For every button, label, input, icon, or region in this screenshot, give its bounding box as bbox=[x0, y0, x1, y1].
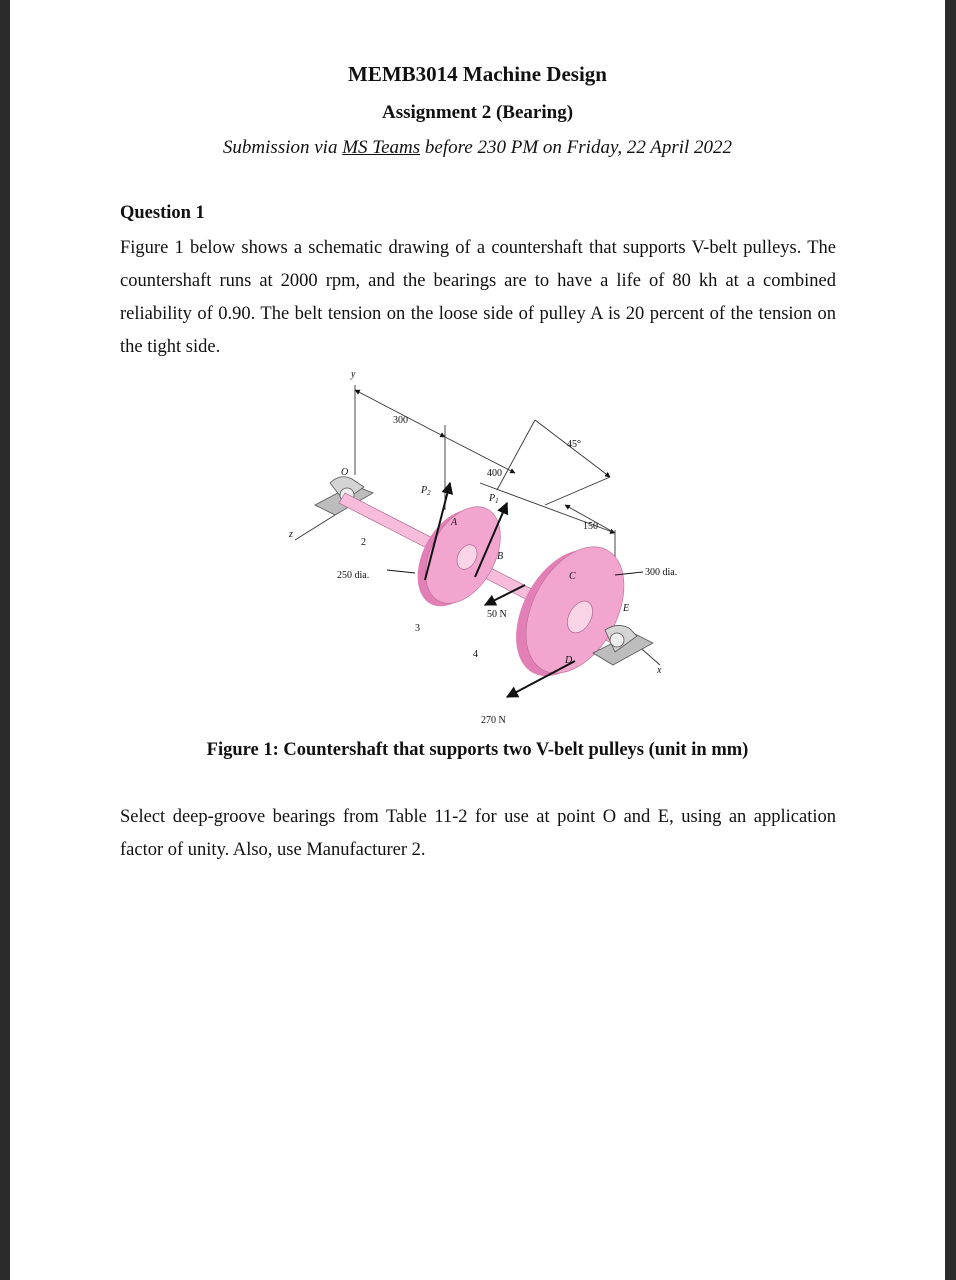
label-4: 4 bbox=[473, 649, 478, 660]
label-angle-45: 45° bbox=[567, 439, 581, 450]
label-p1-sub: 1 bbox=[495, 497, 499, 505]
label-p1 bbox=[488, 493, 499, 505]
ms-teams-link[interactable]: MS Teams bbox=[342, 137, 421, 158]
label-b: B bbox=[497, 551, 504, 562]
label-p1-main: P bbox=[489, 493, 496, 504]
label-300-dia: 300 dia. bbox=[645, 567, 678, 578]
label-p2 bbox=[420, 485, 431, 497]
label-p2-sub: 2 bbox=[427, 489, 431, 497]
submission-prefix: Submission via bbox=[222, 137, 343, 158]
question-paragraph-1: Figure 1 below shows a schematic drawing of a countershaft that supports V-belt pulleys. The countershaft runs at 2000 rpm, and the bearings are to have a life of 80 kh at a combined reliability of 0.90. The belt tension on the loose side of pulley A is 20 percent of the tension on the tight side. bbox=[120, 238, 836, 357]
label-270n: 270 N bbox=[481, 715, 506, 726]
label-d: D bbox=[565, 655, 573, 666]
assignment-subtitle: Assignment 2 (Bearing) bbox=[381, 102, 574, 123]
submission-note bbox=[10, 137, 945, 159]
label-z: z bbox=[289, 529, 293, 540]
label-2: 2 bbox=[361, 537, 366, 548]
label-e: E bbox=[623, 603, 630, 614]
submission-suffix: before 230 PM on Friday, 22 April 2022 bbox=[420, 137, 733, 158]
label-dim-150: 150 bbox=[583, 521, 598, 532]
label-3: 3 bbox=[415, 623, 420, 634]
label-dim-400: 400 bbox=[487, 468, 502, 479]
page-title: MEMB3014 Machine Design bbox=[348, 62, 607, 86]
label-c: C bbox=[569, 571, 576, 582]
label-dim-300: 300 bbox=[393, 415, 408, 426]
label-o: O bbox=[341, 467, 349, 478]
label-250-dia: 250 dia. bbox=[337, 570, 370, 581]
figure-caption: Figure 1: Countershaft that supports two V-belt pulleys (unit in mm) bbox=[206, 740, 749, 760]
label-x: x bbox=[657, 665, 662, 676]
label-50n: 50 N bbox=[487, 609, 507, 620]
label-p2-main: P bbox=[421, 485, 428, 496]
label-y: y bbox=[351, 369, 356, 380]
label-a: A bbox=[451, 517, 458, 528]
document-page bbox=[10, 0, 945, 1280]
question-paragraph-2: Select deep-groove bearings from Table 11-2 for use at point O and E, using an application factor of unity. Also, use Manufacturer 2. bbox=[120, 807, 836, 860]
pulley-cd bbox=[496, 530, 644, 693]
countershaft-figure bbox=[275, 365, 705, 735]
question-heading: Question 1 bbox=[120, 203, 205, 223]
